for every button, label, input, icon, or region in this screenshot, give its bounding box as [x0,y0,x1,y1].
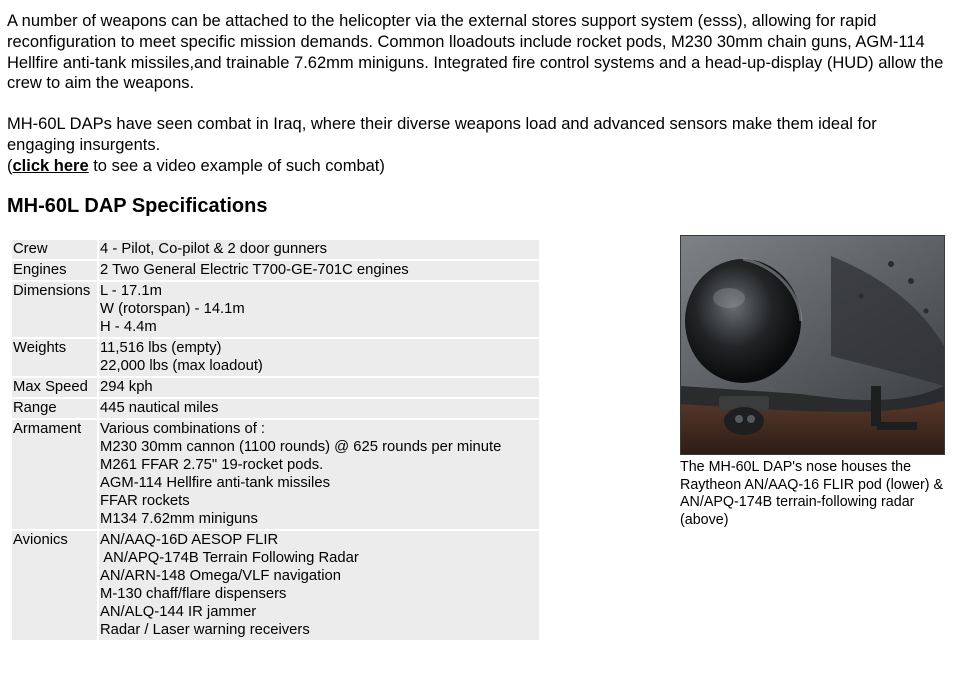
video-link-suffix: to see a video example of such combat) [88,156,385,175]
spec-value-line: AN/ALQ-144 IR jammer [100,604,257,620]
spec-value [99,420,539,529]
spec-value-line: Radar / Laser warning receivers [100,622,310,638]
spec-value-line: M261 FFAR 2.75" 19-rocket pods. [100,457,324,473]
spec-value-line: 445 nautical miles [100,400,219,416]
spec-label: Dimensions [12,282,97,337]
spec-row-weights [12,339,539,376]
spec-label: Range [12,399,97,418]
spec-row-max-speed [12,378,539,397]
nose-photo-figure [680,235,945,529]
spec-row-range [12,399,539,418]
video-paren-open: ( [7,156,13,175]
spec-label: Armament [12,420,97,529]
spec-value-line: 4 - Pilot, Co-pilot & 2 door gunners [100,241,328,257]
spec-value [99,282,539,337]
spec-row-engines [12,261,539,280]
spec-row-dimensions [12,282,539,337]
specifications-table [10,238,541,642]
spec-value-line: M230 30mm cannon (1100 rounds) @ 625 rounds per minute [100,439,502,455]
spec-value-line: 2 Two General Electric T700-GE-701C engines [100,262,409,278]
spec-label: Avionics [12,531,97,640]
spec-value [99,261,539,280]
spec-label: Engines [12,261,97,280]
photo-caption: The MH-60L DAP's nose houses the Raytheon AN/AAQ-16 FLIR pod (lower) & AN/APQ-174B terrain-following radar (above) [680,459,944,528]
spec-value-line: W (rotorspan) - 14.1m [100,301,245,317]
intro-paragraph-combat [7,114,947,176]
spec-value [99,240,539,259]
spec-value-line: FFAR rockets [100,493,190,509]
spec-row-crew [12,240,539,259]
spec-value-line: M134 7.62mm miniguns [100,511,258,527]
spec-value-line: Various combinations of : [100,421,266,437]
specifications-table-body [12,240,539,640]
spec-value-line: M-130 chaff/flare dispensers [100,586,287,602]
spec-label: Max Speed [12,378,97,397]
spec-value-line: AN/ARN-148 Omega/VLF navigation [100,568,341,584]
spec-value-line: L - 17.1m [100,283,162,299]
spec-row-avionics [12,531,539,640]
helicopter-nose-illustration [681,236,944,454]
helicopter-nose-photo [680,235,945,455]
spec-value [99,378,539,397]
intro-paragraph-weapons: A number of weapons can be attached to the helicopter via the external stores support system (esss), allowing for rapid reconfiguration to meet specific mission demands. Common lloadouts include rocket pods, M230 30mm chain guns, AGM-114 Hellfire anti-tank missiles,and trainable 7.62mm miniguns. Integrated fire control systems and a head-up-display (HUD) allow the crew to aim the weapons. [7,12,944,93]
spec-value [99,531,539,640]
spec-label: Crew [12,240,97,259]
spec-value-line: H - 4.4m [100,319,157,335]
spec-value-line: 11,516 lbs (empty) [100,340,222,356]
spec-value [99,339,539,376]
spec-value-line: 22,000 lbs (max loadout) [100,358,263,374]
spec-value-line: AN/APQ-174B Terrain Following Radar [100,550,359,566]
spec-value-line: 294 kph [100,379,153,395]
spec-label: Weights [12,339,97,376]
specifications-heading: MH-60L DAP Specifications [7,195,268,217]
spec-value [99,399,539,418]
video-link[interactable]: click here [12,156,89,175]
spec-row-armament [12,420,539,529]
spec-value-line: AN/AAQ-16D AESOP FLIR [100,532,279,548]
combat-text: MH-60L DAPs have seen combat in Iraq, where their diverse weapons load and advanced sensors make them ideal for engaging insurgents. [7,115,877,154]
spec-value-line: AGM-114 Hellfire anti-tank missiles [100,475,330,491]
